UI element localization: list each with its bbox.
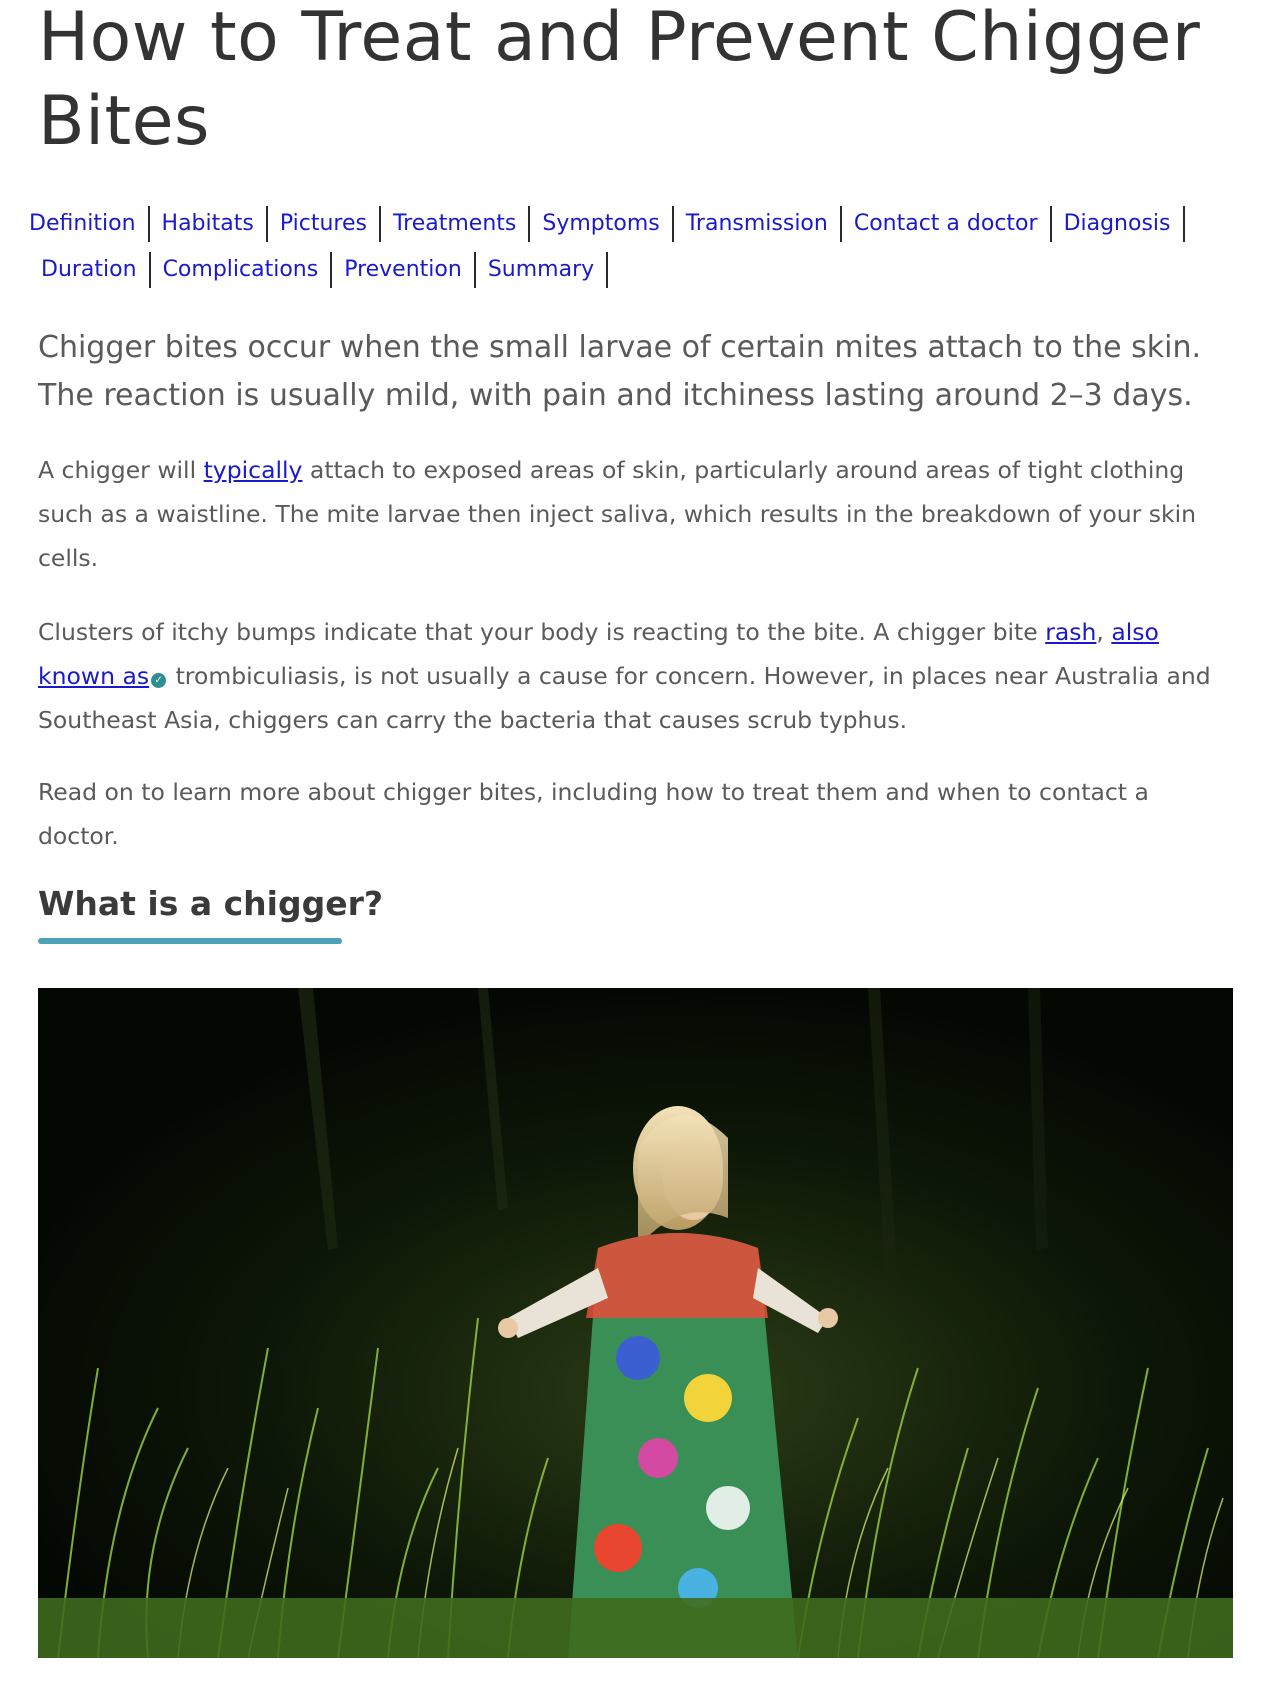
check-circle-icon: ✓ xyxy=(151,673,166,688)
paragraph-text: A chigger will xyxy=(38,456,204,484)
paragraph-text: , xyxy=(1096,618,1112,646)
hero-image xyxy=(38,988,1233,1658)
toc-link-prevention[interactable]: Prevention xyxy=(332,252,476,288)
page-title: How to Treat and Prevent Chigger Bites xyxy=(38,0,1201,161)
section-heading-underline xyxy=(38,938,342,944)
article-lead: Chigger bites occur when the small larvae of certain mites attach to the skin. The reaction is usually mild, with pain and itchiness lasting around 2–3 days. xyxy=(38,330,1202,413)
paragraph-text: trombiculiasis, is not usually a cause for concern. However, in places near Australia and Southeast Asia, chiggers can carry the bacteria that causes scrub typhus. xyxy=(38,662,1211,734)
table-of-contents xyxy=(29,206,1259,288)
paragraph-read-on: Read on to learn more about chigger bites, including how to treat them and when to contact a doctor. xyxy=(38,778,1149,850)
article xyxy=(29,0,1233,923)
typically-link[interactable]: typically xyxy=(203,456,303,484)
paragraph-attachment xyxy=(38,448,1233,580)
also-known-as-link[interactable]: also known as xyxy=(38,618,1159,690)
rash-link[interactable]: rash xyxy=(1045,618,1097,646)
paragraph-text: Clusters of itchy bumps indicate that your body is reacting to the bite. A chigger bite xyxy=(38,618,1046,646)
toc-link-symptoms[interactable]: Symptoms xyxy=(530,206,673,242)
child-in-grass-illustration xyxy=(38,988,1233,1658)
toc-link-complications[interactable]: Complications xyxy=(151,252,333,288)
toc-link-duration[interactable]: Duration xyxy=(29,252,151,288)
paragraph-rash xyxy=(38,610,1233,742)
toc-link-transmission[interactable]: Transmission xyxy=(674,206,842,242)
toc-link-diagnosis[interactable]: Diagnosis xyxy=(1052,206,1185,242)
paragraph-text: attach to exposed areas of skin, particularly around areas of tight clothing such as a waistline. The mite larvae then inject saliva, which results in the breakdown of your skin cells. xyxy=(38,456,1196,572)
toc-link-pictures[interactable]: Pictures xyxy=(268,206,381,242)
toc-link-treatments[interactable]: Treatments xyxy=(381,206,530,242)
toc-link-definition[interactable]: Definition xyxy=(29,206,150,242)
toc-link-habitats[interactable]: Habitats xyxy=(150,206,268,242)
section-heading: What is a chigger? xyxy=(38,884,384,923)
toc-link-summary[interactable]: Summary xyxy=(476,252,608,288)
toc-link-contact-a-doctor[interactable]: Contact a doctor xyxy=(842,206,1052,242)
